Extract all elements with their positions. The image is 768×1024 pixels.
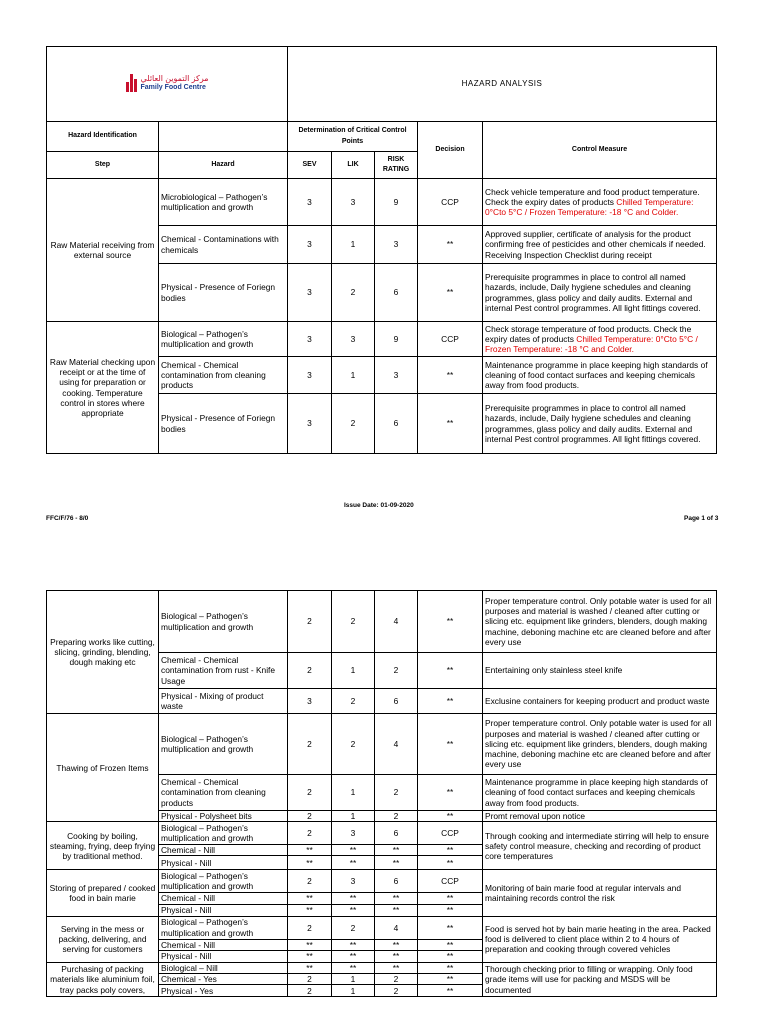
control-cell: Monitoring of bain marie food at regular intervals and maintaining records control the risk — [483, 870, 717, 916]
risk-cell: 6 — [375, 394, 418, 454]
lik-cell: 2 — [332, 689, 375, 714]
risk-cell: ** — [375, 856, 418, 870]
sev-cell: 3 — [288, 179, 332, 226]
hazard-cell: Physical - Nill — [159, 950, 288, 962]
header-control-measure: Control Measure — [483, 122, 717, 179]
lik-cell: ** — [332, 904, 375, 916]
step-cell: Thawing of Frozen Items — [47, 714, 159, 822]
sev-cell: 3 — [288, 264, 332, 322]
hazard-cell: Biological – Pathogen’s multiplication and growth — [159, 714, 288, 775]
decision-cell: ** — [418, 916, 483, 939]
control-cell: Entertaining only stainless steel knife — [483, 653, 717, 689]
hazard-cell: Microbiological – Pathogen’s multiplication and growth — [159, 179, 288, 226]
risk-cell: 4 — [375, 916, 418, 939]
risk-cell: ** — [375, 950, 418, 962]
table-row — [47, 179, 717, 226]
header-lik: LIK — [332, 152, 375, 179]
lik-cell: 1 — [332, 357, 375, 394]
control-cell: Maintenance programme in place keeping high standards of cleaning of food contact surfaces and keeping chemicals away from food products. — [483, 775, 717, 811]
sev-cell: 2 — [288, 985, 332, 997]
sev-cell: 2 — [288, 870, 332, 893]
table-row — [47, 962, 717, 973]
lik-cell: ** — [332, 845, 375, 856]
lik-cell: ** — [332, 962, 375, 973]
sev-cell: ** — [288, 856, 332, 870]
hazard-cell: Chemical - Nill — [159, 939, 288, 950]
step-cell: Serving in the mess or packing, delivering, and serving for customers — [47, 916, 159, 962]
page-number: Page 1 of 3 — [684, 515, 719, 522]
lik-cell: 3 — [332, 179, 375, 226]
hazard-cell: Physical - Nill — [159, 904, 288, 916]
risk-cell: 9 — [375, 179, 418, 226]
logo-mark-icon — [126, 74, 136, 92]
lik-cell: 2 — [332, 916, 375, 939]
control-cell: Promt removal upon notice — [483, 811, 717, 822]
decision-cell: ** — [418, 856, 483, 870]
hazard-cell: Physical - Mixing of product waste — [159, 689, 288, 714]
risk-cell: 2 — [375, 811, 418, 822]
decision-cell: ** — [418, 962, 483, 973]
control-cell: Proper temperature control. Only potable water is used for all purposes and material is washed / cleaned after cutting or slicing etc. equipment like grinders, blenders, dough making machine, deboning machine etc are cleaned before and after every use — [483, 714, 717, 775]
lik-cell: 2 — [332, 394, 375, 454]
decision-cell: ** — [418, 714, 483, 775]
lik-cell: 1 — [332, 226, 375, 264]
sev-cell: 2 — [288, 775, 332, 811]
decision-cell: ** — [418, 689, 483, 714]
table-row — [47, 870, 717, 893]
control-cell: Thorough checking prior to filling or wrapping. Only food grade items will use for packing and MSDS will be documented — [483, 962, 717, 996]
control-cell: Approved supplier, certificate of analysis for the product confirming free of pesticides and other chemicals if needed. Receiving Inspection Checklist during receipt — [483, 226, 717, 264]
sev-cell: ** — [288, 893, 332, 904]
risk-cell: ** — [375, 893, 418, 904]
lik-cell: 3 — [332, 322, 375, 357]
hazard-cell: Chemical - Contaminations with chemicals — [159, 226, 288, 264]
risk-cell: 4 — [375, 714, 418, 775]
hazard-cell: Physical - Yes — [159, 985, 288, 997]
lik-cell: 1 — [332, 974, 375, 985]
hazard-cell: Biological – Pathogen’s multiplication and growth — [159, 916, 288, 939]
hazard-cell: Physical - Polysheet bits — [159, 811, 288, 822]
step-cell: Raw Material checking upon receipt or at the time of using for preparation or cooking. Temperature control in stores where appropriate — [47, 322, 159, 454]
document-title: HAZARD ANALYSIS — [288, 47, 717, 122]
decision-cell: ** — [418, 893, 483, 904]
lik-cell: 2 — [332, 591, 375, 653]
hazard-cell: Biological – Nill — [159, 962, 288, 973]
sev-cell: 3 — [288, 689, 332, 714]
header-step: Step — [47, 152, 159, 179]
step-cell: Cooking by boiling, steaming, frying, deep frying by traditional method. — [47, 822, 159, 870]
logo-english-text: Family Food Centre — [140, 83, 206, 91]
hazard-cell: Chemical - Chemical contamination from rust - Knife Usage — [159, 653, 288, 689]
table-row — [47, 322, 717, 357]
decision-cell: ** — [418, 950, 483, 962]
risk-cell: ** — [375, 962, 418, 973]
sev-cell: 2 — [288, 974, 332, 985]
decision-cell: ** — [418, 775, 483, 811]
sev-cell: 2 — [288, 916, 332, 939]
lik-cell: 3 — [332, 870, 375, 893]
lik-cell: 1 — [332, 985, 375, 997]
control-cell: Through cooking and intermediate stirring will help to ensure safety control measure, checking and recording of product core temperatures — [483, 822, 717, 870]
hazard-cell: Biological – Pathogen’s multiplication and growth — [159, 591, 288, 653]
hazard-cell: Chemical - Yes — [159, 974, 288, 985]
decision-cell: ** — [418, 845, 483, 856]
risk-cell: 2 — [375, 775, 418, 811]
sev-cell: ** — [288, 950, 332, 962]
risk-cell: 6 — [375, 689, 418, 714]
risk-cell: 4 — [375, 591, 418, 653]
table-row — [47, 916, 717, 939]
decision-cell: CCP — [418, 179, 483, 226]
decision-cell: ** — [418, 226, 483, 264]
sev-cell: ** — [288, 962, 332, 973]
sev-cell: 3 — [288, 226, 332, 264]
sev-cell: 2 — [288, 822, 332, 845]
hazard-cell: Chemical - Chemical contamination from cleaning products — [159, 775, 288, 811]
sev-cell: 3 — [288, 394, 332, 454]
lik-cell: 2 — [332, 714, 375, 775]
step-cell: Storing of prepared / cooked food in bain marie — [47, 870, 159, 916]
sev-cell: 2 — [288, 653, 332, 689]
control-cell: Food is served hot by bain marie heating in the area. Packed food is delivered to client place within 2 to 4 hours of preparation and cooking through covered vehicles — [483, 916, 717, 962]
lik-cell: 3 — [332, 822, 375, 845]
header-risk-rating: RISK RATING — [375, 152, 418, 179]
decision-cell: ** — [418, 264, 483, 322]
control-cell: Maintenance programme in place keeping high standards of cleaning of food contact surfaces and keeping chemicals away from food products. — [483, 357, 717, 394]
sev-cell: 3 — [288, 357, 332, 394]
risk-cell: ** — [375, 904, 418, 916]
sev-cell: 2 — [288, 591, 332, 653]
risk-cell: 3 — [375, 357, 418, 394]
hazard-table-page2 — [46, 590, 717, 997]
decision-cell: CCP — [418, 822, 483, 845]
sev-cell: 2 — [288, 811, 332, 822]
lik-cell: ** — [332, 893, 375, 904]
risk-cell: 2 — [375, 974, 418, 985]
risk-cell: 2 — [375, 653, 418, 689]
decision-cell: CCP — [418, 870, 483, 893]
control-cell: Prerequisite programmes in place to control all named hazards, include, Daily hygiene schedules and cleaning programmes, glass policy and daily audits. External and internal Pest control programmes. All light fittings covered. — [483, 394, 717, 454]
decision-cell: ** — [418, 811, 483, 822]
lik-cell: ** — [332, 939, 375, 950]
control-cell: Check storage temperature of food products. Check the expiry dates of products Chilled Temperature: 0°Cto 5°C / Frozen Temperature: -18 °C and Colder. — [483, 322, 717, 357]
header-hazard-identification: Hazard Identification — [47, 122, 159, 152]
header-decision: Decision — [418, 122, 483, 179]
hazard-cell: Chemical - Nill — [159, 845, 288, 856]
hazard-cell: Physical - Presence of Foriegn bodies — [159, 394, 288, 454]
sev-cell: 3 — [288, 322, 332, 357]
table-row — [47, 591, 717, 653]
header-hazard: Hazard — [159, 152, 288, 179]
decision-cell: ** — [418, 904, 483, 916]
hazard-cell: Physical - Nill — [159, 856, 288, 870]
logo — [47, 47, 288, 122]
decision-cell: ** — [418, 357, 483, 394]
risk-cell: 2 — [375, 985, 418, 997]
hazard-cell: Biological – Pathogen’s multiplication and growth — [159, 822, 288, 845]
step-cell: Raw Material receiving from external source — [47, 179, 159, 322]
lik-cell: ** — [332, 950, 375, 962]
decision-cell: ** — [418, 394, 483, 454]
risk-cell: 3 — [375, 226, 418, 264]
decision-cell: ** — [418, 985, 483, 997]
risk-cell: 6 — [375, 870, 418, 893]
lik-cell: 1 — [332, 653, 375, 689]
decision-cell: ** — [418, 974, 483, 985]
header-sev: SEV — [288, 152, 332, 179]
control-cell: Exclusine containers for keeping producrt and product waste — [483, 689, 717, 714]
lik-cell: 1 — [332, 811, 375, 822]
hazard-cell: Physical - Presence of Foriegn bodies — [159, 264, 288, 322]
control-cell: Check vehicle temperature and food product temperature. Check the expiry dates of products Chilled Temperature: 0°Cto 5°C / Frozen Temperature: -18 °C and Colder. — [483, 179, 717, 226]
lik-cell: 2 — [332, 264, 375, 322]
lik-cell: ** — [332, 856, 375, 870]
logo-arabic-text: مركز التموين العائلي — [140, 73, 209, 83]
issue-date: Issue Date: 01-09-2020 — [344, 502, 414, 509]
document-code: FFC/F/76 - 8/0 — [46, 515, 89, 522]
decision-cell: ** — [418, 591, 483, 653]
hazard-cell: Chemical - Chemical contamination from cleaning products — [159, 357, 288, 394]
step-cell: Purchasing of packing materials like aluminium foil, tray packs poly covers, — [47, 962, 159, 996]
lik-cell: 1 — [332, 775, 375, 811]
sev-cell: ** — [288, 904, 332, 916]
table-row — [47, 714, 717, 775]
risk-cell: 6 — [375, 264, 418, 322]
control-cell: Prerequisite programmes in place to control all named hazards, include, Daily hygiene schedules and cleaning programmes, glass policy and daily audits. External and internal Pest control programmes. All light fittings covered. — [483, 264, 717, 322]
decision-cell: ** — [418, 939, 483, 950]
sev-cell: ** — [288, 939, 332, 950]
risk-cell: ** — [375, 939, 418, 950]
control-cell: Proper temperature control. Only potable water is used for all purposes and material is washed / cleaned after cutting or slicing etc. equipment like grinders, blenders, dough making machine, deboning machine etc are cleaned before and after every use — [483, 591, 717, 653]
sev-cell: ** — [288, 845, 332, 856]
risk-cell: 6 — [375, 822, 418, 845]
table-row — [47, 822, 717, 845]
risk-cell: 9 — [375, 322, 418, 357]
step-cell: Preparing works like cutting, slicing, grinding, blending, dough making etc — [47, 591, 159, 714]
sev-cell: 2 — [288, 714, 332, 775]
decision-cell: ** — [418, 653, 483, 689]
header-determination: Determination of Critical Control Points — [288, 122, 418, 152]
hazard-cell: Chemical - Nill — [159, 893, 288, 904]
hazard-cell: Biological – Pathogen’s multiplication and growth — [159, 870, 288, 893]
hazard-cell: Biological – Pathogen’s multiplication and growth — [159, 322, 288, 357]
risk-cell: ** — [375, 845, 418, 856]
decision-cell: CCP — [418, 322, 483, 357]
hazard-table-page1 — [46, 46, 717, 454]
